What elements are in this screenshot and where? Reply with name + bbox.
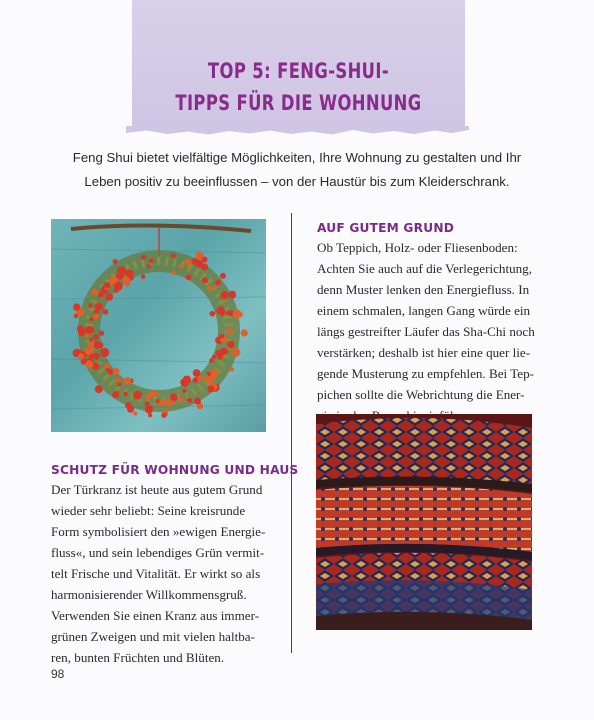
berry	[220, 334, 225, 339]
berry	[133, 412, 137, 416]
berry	[207, 386, 214, 393]
rug-photo	[316, 414, 532, 630]
berry	[124, 377, 132, 385]
berry	[93, 353, 100, 360]
berry	[238, 312, 243, 317]
berry	[78, 353, 84, 359]
berry	[193, 369, 201, 377]
berry	[182, 389, 186, 393]
berry	[91, 289, 98, 296]
text-line: harmonisierender Willkommensgruß.	[51, 587, 247, 602]
berry	[202, 257, 208, 263]
text-line: ren, bunten Früchten und Blüten.	[51, 650, 225, 665]
berry	[95, 303, 103, 311]
berry	[89, 354, 93, 358]
berry	[86, 360, 94, 368]
berry	[112, 391, 119, 398]
page-title-line-1: TOP 5: FENG-SHUI-	[207, 59, 390, 83]
berry	[210, 311, 216, 317]
text-line: Achten Sie auch auf die Verlegerichtung,	[317, 261, 532, 276]
berry	[171, 253, 176, 258]
berry	[195, 260, 203, 268]
text-line: einem schmalen, langen Gang würde ein	[317, 303, 531, 318]
text-line: Form symbolisiert den »ewigen Energie-	[51, 524, 266, 539]
section-heading-protection: SCHUTZ FÜR WOHNUNG UND HAUS	[51, 463, 299, 477]
section-text-ground	[317, 237, 535, 426]
berry	[89, 317, 94, 322]
text-line: wieder sehr beliebt: Seine kreisrunde	[51, 503, 246, 518]
berry	[108, 369, 114, 375]
text-line: Ob Teppich, Holz- oder Fliesenboden:	[317, 240, 518, 255]
berry	[116, 377, 121, 382]
text-line: verstärken; deshalb ist hier eine quer lie-	[317, 345, 531, 360]
berry	[141, 255, 146, 260]
berry	[77, 325, 84, 332]
berry	[220, 273, 226, 279]
berry	[194, 398, 201, 405]
berry	[227, 341, 235, 349]
text-line: pichen sollte die Webrichtung die Ener-	[317, 387, 525, 402]
berry	[148, 413, 152, 417]
berry	[226, 328, 232, 334]
text-line: längs gestreifter Läufer das Sha-Chi noch	[317, 324, 535, 339]
berry	[179, 264, 183, 268]
berry	[185, 259, 192, 266]
section-heading-ground: AUF GUTEM GRUND	[317, 221, 455, 235]
intro-line-1: Feng Shui bietet vielfältige Möglichkeiten, Ihre Wohnung zu gestalten und Ihr	[72, 150, 522, 165]
text-line: grünen Zweigen und mit vielen haltba-	[51, 629, 255, 644]
intro-line-2: Leben positiv zu beeinflussen – von der Haustür bis zum Kleiderschrank.	[84, 174, 510, 189]
berry	[113, 259, 118, 264]
berry	[106, 293, 114, 301]
berry	[159, 399, 166, 406]
berry	[113, 368, 120, 375]
berry	[125, 402, 131, 408]
berry	[145, 401, 150, 406]
text-line: gende Musterung zu empfehlen. Bei Tep-	[317, 366, 535, 381]
berry	[166, 400, 173, 407]
berry	[241, 329, 248, 336]
berry	[215, 280, 221, 286]
berry	[145, 405, 153, 413]
berry	[85, 326, 94, 335]
berry	[88, 341, 94, 347]
text-line: fluss«, und sein lebendiges Grün vermit-	[51, 545, 265, 560]
berry	[125, 283, 129, 287]
berry	[215, 350, 222, 357]
berry	[85, 346, 94, 355]
berry	[161, 413, 166, 418]
berry	[141, 275, 146, 280]
section-text-protection	[51, 479, 265, 668]
berry	[155, 399, 159, 403]
column-divider	[291, 213, 292, 653]
berry	[95, 385, 103, 393]
berry	[231, 348, 240, 357]
berry	[93, 334, 99, 340]
berry	[93, 341, 101, 349]
berry	[73, 303, 80, 310]
page-title-line-2: TIPPS FÜR DIE WOHNUNG	[175, 91, 422, 115]
berry	[88, 303, 93, 308]
berry	[117, 382, 121, 386]
berry	[147, 264, 151, 268]
berry	[193, 377, 198, 382]
wreath-photo	[51, 219, 266, 432]
text-line: telt Frische und Vitalität. Er wirkt so als	[51, 566, 261, 581]
berry	[149, 258, 154, 263]
berry	[183, 376, 191, 384]
berry	[123, 392, 127, 396]
berry	[228, 291, 236, 299]
berry	[99, 331, 104, 336]
berry	[104, 282, 110, 288]
berry	[217, 306, 226, 315]
berry	[145, 394, 151, 400]
text-line: Der Türkranz ist heute aus gutem Grund	[51, 482, 263, 497]
berry	[133, 391, 142, 400]
berry	[74, 314, 78, 318]
berry	[172, 270, 177, 275]
wreath-illustration	[51, 219, 266, 432]
page-number: 98	[51, 667, 65, 681]
berry	[186, 274, 192, 280]
berry	[103, 309, 109, 315]
berry	[100, 348, 109, 357]
berry	[125, 269, 133, 277]
berry	[187, 398, 192, 403]
text-line: Verwenden Sie einen Kranz aus immer-	[51, 608, 260, 623]
text-line: denn Muster lenken den Energiefluss. In	[317, 282, 530, 297]
rug-illustration	[316, 414, 532, 630]
berry	[93, 313, 99, 319]
berry	[230, 367, 234, 371]
berry	[202, 277, 208, 283]
berry	[97, 293, 101, 297]
berry	[212, 355, 216, 359]
berry	[211, 369, 219, 377]
berry	[220, 291, 228, 299]
berry	[178, 397, 184, 403]
berry	[207, 286, 212, 291]
berry	[114, 282, 123, 291]
